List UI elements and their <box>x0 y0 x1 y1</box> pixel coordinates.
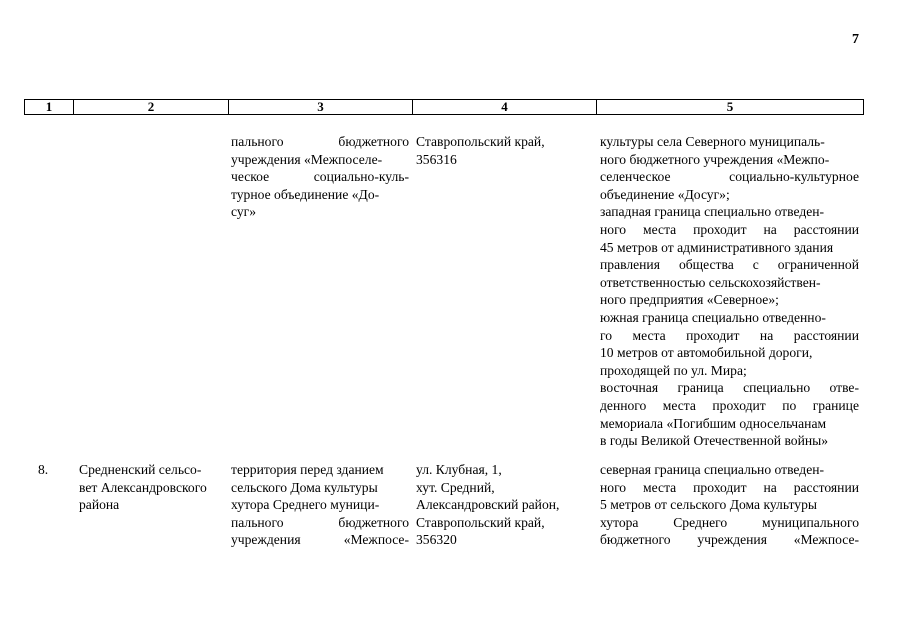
text-line: территория перед зданием <box>231 462 384 477</box>
header-col-4: 4 <box>413 100 597 114</box>
header-col-3: 3 <box>229 100 413 114</box>
text-line: северная граница специально отведен- <box>600 462 825 477</box>
text-line: 356316 <box>416 151 457 167</box>
text-line: западная граница специально отведен- <box>600 204 825 220</box>
text-line: вет Александровского <box>79 479 207 495</box>
text-line: ного места проходит на расстоянии <box>600 221 859 237</box>
text-line: Средненский сельсо- <box>79 462 202 477</box>
text-line: в годы Великой Отечественной войны» <box>600 433 829 449</box>
text-line: ного места проходит на расстоянии <box>600 479 859 495</box>
row8-col5-cell <box>600 461 859 549</box>
header-col-1: 1 <box>25 100 74 114</box>
text-line: южная граница специально отведенно- <box>600 309 826 325</box>
text-line: селенческое социально-культурное <box>600 169 859 185</box>
row8-col4-cell <box>416 461 594 549</box>
cont-col3-cell <box>231 133 409 221</box>
text-line: денного места проходит по границе <box>600 397 859 413</box>
text-line: 356320 <box>416 532 457 548</box>
text-line: Ставропольский край, <box>416 514 545 530</box>
text-line: ного предприятия «Северное»; <box>600 292 779 308</box>
row-number: 8. <box>38 462 49 477</box>
text-line: ного бюджетного учреждения «Межпо- <box>600 151 830 167</box>
text-line: хутора Среднего муници- <box>231 497 380 513</box>
text-line: хутора Среднего муниципального <box>600 514 859 530</box>
row8-number-cell <box>38 461 68 479</box>
text-line: Ставропольский край, <box>416 134 545 149</box>
text-line: Александровский район, <box>416 497 560 513</box>
cont-col4-cell <box>416 133 594 168</box>
text-line: бюджетного учреждения «Межпосе- <box>600 532 859 548</box>
text-line: мемориала «Погибшим односельчанам <box>600 415 827 431</box>
text-line: го места проходит на расстоянии <box>600 327 859 343</box>
text-line: культуры села Северного муниципаль- <box>600 134 825 149</box>
text-line: пального бюджетного <box>231 134 409 149</box>
text-line: учреждения «Межпосе- <box>231 532 409 548</box>
text-line: правления общества с ограниченной <box>600 257 859 273</box>
text-line: восточная граница специально отве- <box>600 380 859 396</box>
text-line: объединение «Досуг»; <box>600 186 730 202</box>
text-line: ответственностью сельскохозяйствен- <box>600 274 821 290</box>
text-line: учреждения «Межпоселе- <box>231 151 383 167</box>
header-col-5: 5 <box>726 99 734 114</box>
row8-col2-cell <box>79 461 227 514</box>
text-line: суг» <box>231 204 257 220</box>
cont-col5-cell <box>600 133 859 450</box>
text-line: ческое социально-куль- <box>231 169 409 185</box>
text-line: 45 метров от административного здания <box>600 239 834 255</box>
text-line: 5 метров от сельского Дома культуры <box>600 497 818 513</box>
text-line: 10 метров от автомобильной дороги, <box>600 345 813 361</box>
text-line: сельского Дома культуры <box>231 479 378 495</box>
text-line: района <box>79 497 120 513</box>
text-line: проходящей по ул. Мира; <box>600 362 747 378</box>
table-header-row <box>24 99 864 115</box>
text-line: пального бюджетного <box>231 514 409 530</box>
text-line: хут. Средний, <box>416 479 495 495</box>
text-line: турное объединение «До- <box>231 186 380 202</box>
row8-col3-cell <box>231 461 409 549</box>
text-line: ул. Клубная, 1, <box>416 462 502 477</box>
header-col-2: 2 <box>74 100 229 114</box>
page-number: 7 <box>852 32 859 47</box>
